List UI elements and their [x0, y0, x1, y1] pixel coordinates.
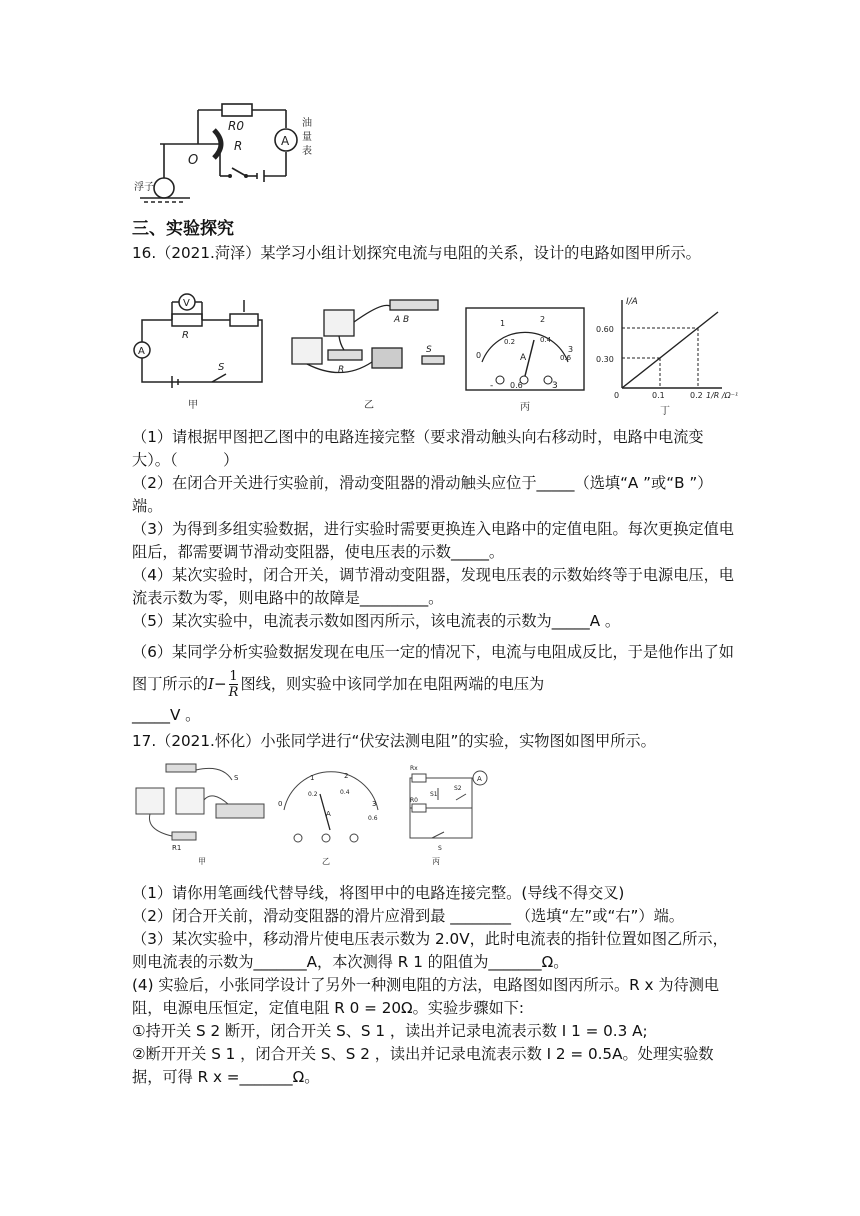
- ding-x1: 0.1: [652, 391, 665, 400]
- bing-t2: 2: [540, 315, 546, 324]
- q16-part5: （5）某次实验中，电流表示数如图丙所示，该电流表的示数为_____A 。: [132, 612, 621, 630]
- q17-yi-s04: 0.4: [340, 789, 350, 796]
- q17-jia-s: S: [234, 774, 239, 782]
- q17-part2: （2）闭合开关前，滑动变阻器的滑片应滑到最 ________ （选填“左”或“右”）端。: [132, 907, 684, 925]
- q17-bing-s2: S2: [454, 785, 462, 792]
- bing-t1: 1: [500, 319, 506, 328]
- q17-step2: ②断开开关 S 1 ，闭合开关 S、S 2 ，读出并记录电流表示数 I 2 = 0.5A。处理实验数据，可得 R x =_______Ω。: [132, 1045, 714, 1086]
- r0-label: R0: [228, 119, 244, 133]
- bing-t3: 3: [568, 345, 574, 354]
- q16-part1: （1）请根据甲图把乙图中的电路连接完整（要求滑动触头向右移动时，电路中电流变大）。（ ）: [132, 428, 704, 469]
- q16-part6-text-a: （6）某同学分析实验数据发现在电压一定的情况下，电流与电阻成反比，于是他作出了如图丁所示的: [132, 643, 734, 693]
- r-label: R: [234, 139, 243, 153]
- yi-ab-label: A B: [394, 315, 410, 325]
- q16-part6-i: I: [207, 675, 214, 693]
- ding-x0: 0: [614, 391, 620, 400]
- yi-s-label: S: [426, 345, 432, 355]
- q17-stem: 17.（2021.怀化）小张同学进行“伏安法测电阻”的实验，实物图如图甲所示。: [132, 732, 656, 750]
- meter-name-3: 表: [302, 146, 312, 157]
- ding-caption: 丁: [660, 406, 670, 417]
- jia-s-label: S: [218, 362, 225, 373]
- q17-bing-a: A: [477, 775, 482, 783]
- meter-name-1: 油: [302, 118, 312, 129]
- q17-bing-s1: S1: [430, 791, 438, 798]
- q17-yi-t3: 3: [372, 800, 377, 808]
- bing-s04: 0.4: [540, 336, 552, 344]
- q17-yi-t0: 0: [278, 800, 283, 808]
- ding-xlabel: 1/R /Ω⁻¹: [706, 391, 739, 400]
- ding-y2: 0.60: [596, 325, 614, 334]
- ammeter-label: A: [281, 134, 290, 148]
- jia-v-label: V: [183, 298, 190, 309]
- jia-caption: 甲: [188, 400, 198, 411]
- float-label: 浮子: [134, 182, 154, 193]
- meter-name-2: 量: [302, 132, 312, 143]
- ding-ylabel: I/A: [626, 297, 638, 307]
- yi-caption: 乙: [364, 400, 374, 411]
- bing-s06: 0.6: [560, 354, 572, 362]
- section-title: 三、实验探究: [132, 219, 234, 239]
- q17-yi-t1: 1: [310, 774, 315, 782]
- q16-part4: （4）某次实验时，闭合开关，调节滑动变阻器，发现电压表的示数始终等于电源电压，电流表示数为零，则电路中的故障是_________。: [132, 566, 734, 607]
- q17-bing-caption: 丙: [432, 857, 440, 866]
- q17-part3: （3）某次实验中，移动滑片使电压表示数为 2.0V，此时电流表的指针位置如图乙所示，则电流表的示数为_______A，本次测得 R 1 的阻值为_______Ω。: [132, 930, 728, 971]
- ding-x2: 0.2: [690, 391, 703, 400]
- q16-stem: 16.（2021.菏泽）某学习小组计划探究电流与电阻的关系，设计的电路如图甲所示。: [132, 244, 701, 262]
- fuel-gauge-figure: [134, 96, 340, 208]
- q17-bing-rx: Rx: [410, 765, 418, 772]
- q16-part6-fraction: [229, 669, 239, 700]
- q17-yi-s06: 0.6: [368, 815, 378, 822]
- bing-t0: 0: [476, 351, 482, 360]
- bing-term-06: 0.6: [510, 381, 523, 390]
- q16-figures: [132, 292, 752, 422]
- q17-jia-r1: R1: [172, 844, 182, 852]
- bing-unit: A: [520, 353, 527, 363]
- q17-part4: (4) 实验后，小张同学设计了另外一种测电阻的方法，电路图如图丙所示。R x 为待测电阻，电源电压恒定，定值电阻 R 0 = 20Ω。实验步骤如下:: [132, 976, 720, 1017]
- q17-part1: （1）请你用笔画线代替导线，将图甲中的电路连接完整。(导线不得交叉): [132, 884, 625, 902]
- jia-r-label: R: [182, 330, 189, 341]
- q17-yi-s02: 0.2: [308, 791, 318, 798]
- q17-yi-t2: 2: [344, 772, 349, 780]
- q16-part6-blank: _____V 。: [132, 706, 201, 724]
- q16-part6-text-b: 图线，则实验中该同学加在电阻两端的电压为: [240, 675, 545, 693]
- q17-jia-caption: 甲: [198, 857, 206, 866]
- q17-step1: ①持开关 S 2 断开，闭合开关 S、S 1 ，读出并记录电流表示数 I 1 = 0.3 A;: [132, 1022, 648, 1040]
- q16-part6: （6）某同学分析实验数据发现在电压一定的情况下，电流与电阻成反比，于是他作出了如图丁所示的I− $\frac{1}{R}$ 图线，则实验中该同学加在电阻两端的电压为: [132, 643, 734, 700]
- jia-a-label: A: [138, 346, 145, 357]
- q16-part6-fraction-num: 1: [229, 669, 238, 684]
- q17-yi-unit: A: [326, 810, 331, 818]
- bing-term-minus: -: [490, 381, 494, 391]
- q17-bing-r0: R0: [410, 797, 418, 804]
- q17-figures: [132, 760, 492, 870]
- bing-caption: 丙: [520, 402, 530, 413]
- q16-part2: （2）在闭合开关进行实验前，滑动变阻器的滑动触头应位于_____（选填“A ”或“B ”）端。: [132, 474, 713, 515]
- ding-y1: 0.30: [596, 355, 614, 364]
- bing-s02: 0.2: [504, 338, 516, 346]
- q17-bing-s: S: [438, 845, 442, 852]
- q16-part6-fraction-den: R: [228, 685, 239, 700]
- o-label: O: [188, 153, 199, 168]
- q16-part3: （3）为得到多组实验数据，进行实验时需要更换连入电路中的定值电阻。每次更换定值电阻后，都需要调节滑动变阻器，使电压表的示数_____。: [132, 520, 734, 561]
- q17-yi-caption: 乙: [322, 857, 330, 866]
- bing-term-3: 3: [552, 381, 558, 391]
- yi-r-label: R: [338, 365, 345, 375]
